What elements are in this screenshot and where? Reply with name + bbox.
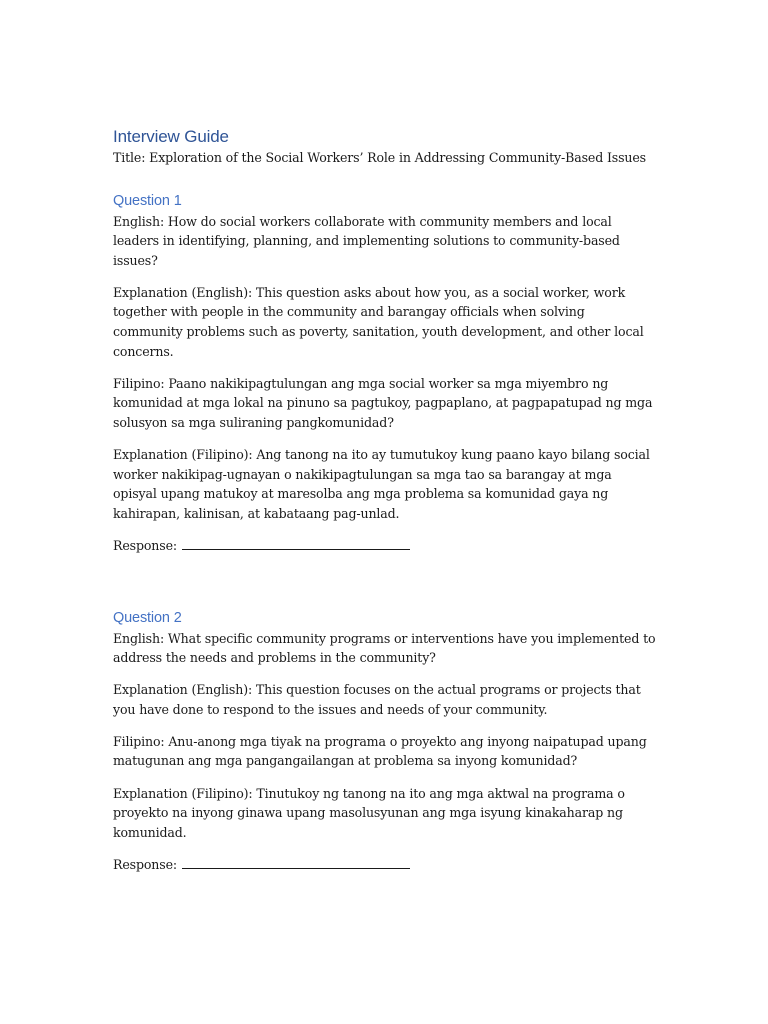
question-1-section bbox=[113, 192, 656, 556]
question-1-response bbox=[113, 536, 656, 556]
question-2-response-blank[interactable] bbox=[182, 855, 410, 869]
question-1-explanation-filipino: Explanation (Filipino): Ang tanong na ito ay tumutukoy kung paano kayo bilang social worker nakikipag-ugnayan o nakikipagtulungan sa mga tao sa barangay at mga opisyal upang matukoy at maresolba ang mga problema sa komunidad gaya ng kahirapan, kalinisan, at kabataang pag-unlad. bbox=[113, 447, 650, 521]
question-1-response-blank[interactable] bbox=[182, 536, 410, 550]
question-1-explanation-english: Explanation (English): This question asks about how you, as a social worker, work together with people in the community and barangay officials when solving community problems such as poverty, sanitation, youth development, and other local concerns. bbox=[113, 284, 644, 359]
document-subtitle: Title: Exploration of the Social Workers’ Role in Addressing Community-Based Issues bbox=[113, 150, 646, 165]
question-1-response-label: Response: bbox=[113, 537, 177, 553]
question-1-heading: Question 1 bbox=[113, 192, 182, 209]
question-2-filipino: Filipino: Anu-anong mga tiyak na programa o proyekto ang inyong naipatupad upang matugunan ang mga pangangailangan at problema sa inyong komunidad? bbox=[113, 733, 647, 769]
question-2-section bbox=[113, 609, 656, 875]
question-2-response bbox=[113, 855, 656, 875]
question-1-filipino: Filipino: Paano nakikipagtulungan ang mga social worker sa mga miyembro ng komunidad at mga lokal na pinuno sa pagtukoy, pagpaplano, at pagpapatupad ng mga solusyon sa mga suliraning pangkomunidad? bbox=[113, 375, 653, 430]
question-2-explanation-filipino: Explanation (Filipino): Tinutukoy ng tanong na ito ang mga aktwal na programa o proyekto na inyong ginawa upang masolusyunan ang mga isyung kinakaharap ng komunidad. bbox=[113, 785, 625, 840]
question-2-heading: Question 2 bbox=[113, 609, 182, 626]
question-2-explanation-english: Explanation (English): This question focuses on the actual programs or projects that you have done to respond to the issues and needs of your community. bbox=[113, 682, 641, 717]
question-1-english: English: How do social workers collaborate with community members and local leaders in identifying, planning, and implementing solutions to community-based issues? bbox=[113, 213, 620, 268]
question-2-english: English: What specific community programs or interventions have you implemented to address the needs and problems in the community? bbox=[113, 630, 656, 666]
document-title: Interview Guide bbox=[113, 127, 229, 146]
question-2-response-label: Response: bbox=[113, 856, 177, 872]
